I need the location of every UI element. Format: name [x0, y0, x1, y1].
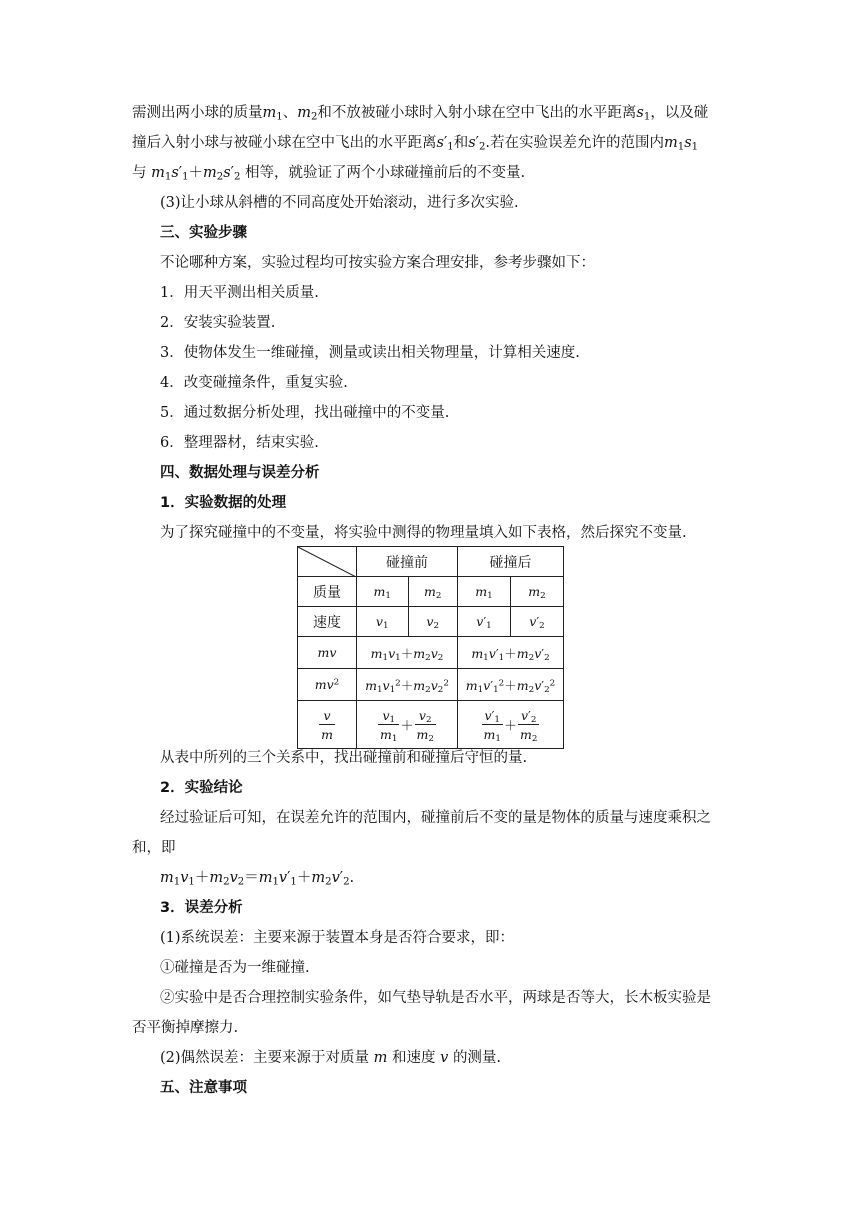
step-item: 6．整理器材，结束实验.	[160, 435, 319, 451]
table-cell: $v_2$	[408, 607, 458, 637]
table-cell: $\frac{v_1}{m_1}$ ＋ $\frac{v_2}{m_2}$	[357, 701, 458, 749]
paragraph-line: 与 $m_1s'_1+m_2s'_2$ 相等，就验证了两个小球碰撞前后的不变量.	[132, 165, 526, 183]
paragraph-line: 不论哪种方案，实验过程均可按实验方案合理安排，参考步骤如下：	[160, 255, 595, 271]
table-cell: $m_1$	[357, 577, 409, 607]
row-label-mv: mv	[298, 637, 357, 669]
table-cell: $v_1$	[357, 607, 409, 637]
subsection-heading: 3．误差分析	[160, 900, 243, 916]
section-heading: 三、实验步骤	[160, 225, 247, 241]
paragraph-line: 为了探究碰撞中的不变量，将实验中测得的物理量填入如下表格，然后探究不变量.	[160, 525, 687, 541]
section-heading: 四、数据处理与误差分析	[160, 465, 320, 481]
paragraph-line: 从表中所列的三个关系中，找出碰撞前和碰撞后守恒的量.	[160, 750, 528, 766]
table-cell: $v'_2$	[511, 607, 564, 637]
data-table	[297, 546, 564, 749]
header-after: 碰撞后	[458, 547, 564, 577]
step-item: 4．改变碰撞条件，重复实验.	[160, 375, 348, 391]
diagonal-line	[298, 547, 356, 577]
paragraph-line: 经过验证后可知，在误差允许的范围内，碰撞前后不变的量是物体的质量与速度乘积之	[160, 810, 711, 826]
subsection-heading: 1．实验数据的处理	[160, 495, 287, 511]
table-cell: $m_2$	[408, 577, 458, 607]
subsection-heading: 2．实验结论	[160, 780, 243, 796]
step-item: 1．用天平测出相关质量.	[160, 285, 319, 301]
paragraph-line: (1)系统误差：主要来源于装置本身是否符合要求，即：	[160, 930, 515, 946]
step-item: 5．通过数据分析处理，找出碰撞中的不变量.	[160, 405, 450, 421]
paragraph-line: 需测出两小球的质量$m_1$、$m_2$和不放被碰小球时入射小球在空中飞出的水平距离$s_1$，以及碰	[132, 105, 709, 123]
table-cell: $m_1$	[458, 577, 511, 607]
step-item: 2．安装实验装置.	[160, 315, 276, 331]
paragraph-line: 撞后入射小球与被碰小球在空中飞出的水平距离$s'_1$和$s'_2$.若在实验误差允许的范围内$m_1s_1$	[132, 135, 699, 153]
table-cell: $m_2$	[511, 577, 564, 607]
paragraph-line: 否平衡掉摩擦力.	[132, 1020, 239, 1036]
section-heading: 五、注意事项	[160, 1080, 247, 1096]
table-cell: $m_1v'_1^2+m_2v'_2^2$	[458, 669, 564, 701]
equation: $m_1v_1+m_2v_2=m_1v'_1+m_2v'_2$.	[160, 870, 355, 888]
row-label-speed: 速度	[298, 607, 357, 637]
paragraph-line: (2)偶然误差：主要来源于对质量 m 和速度 v 的测量.	[160, 1050, 502, 1066]
paragraph-line: ②实验中是否合理控制实验条件，如气垫导轨是否水平，两球是否等大，长木板实验是	[160, 990, 711, 1006]
header-before: 碰撞前	[357, 547, 458, 577]
step-item: 3．使物体发生一维碰撞，测量或读出相关物理量，计算相关速度.	[160, 345, 580, 361]
table-cell: $m_1v_1+m_2v_2$	[357, 637, 458, 669]
paragraph-line: 和，即	[132, 840, 176, 856]
row-label-v-over-m: $\frac{v}{m}$	[298, 701, 357, 749]
diagonal-header-cell	[298, 547, 357, 577]
row-label-mv2: $mv^2$	[298, 669, 357, 701]
row-label-mass: 质量	[298, 577, 357, 607]
table-cell: $v'_1$	[458, 607, 511, 637]
table-cell: $m_1v'_1+m_2v'_2$	[458, 637, 564, 669]
table-cell: $\frac{v'_1}{m_1}$ ＋ $\frac{v'_2}{m_2}$	[458, 701, 564, 749]
paragraph-line: (3)让小球从斜槽的不同高度处开始滚动，进行多次实验.	[160, 195, 519, 211]
paragraph-line: ①碰撞是否为一维碰撞.	[160, 960, 310, 976]
table-cell: $m_1v_1^2+m_2v_2^2$	[357, 669, 458, 701]
